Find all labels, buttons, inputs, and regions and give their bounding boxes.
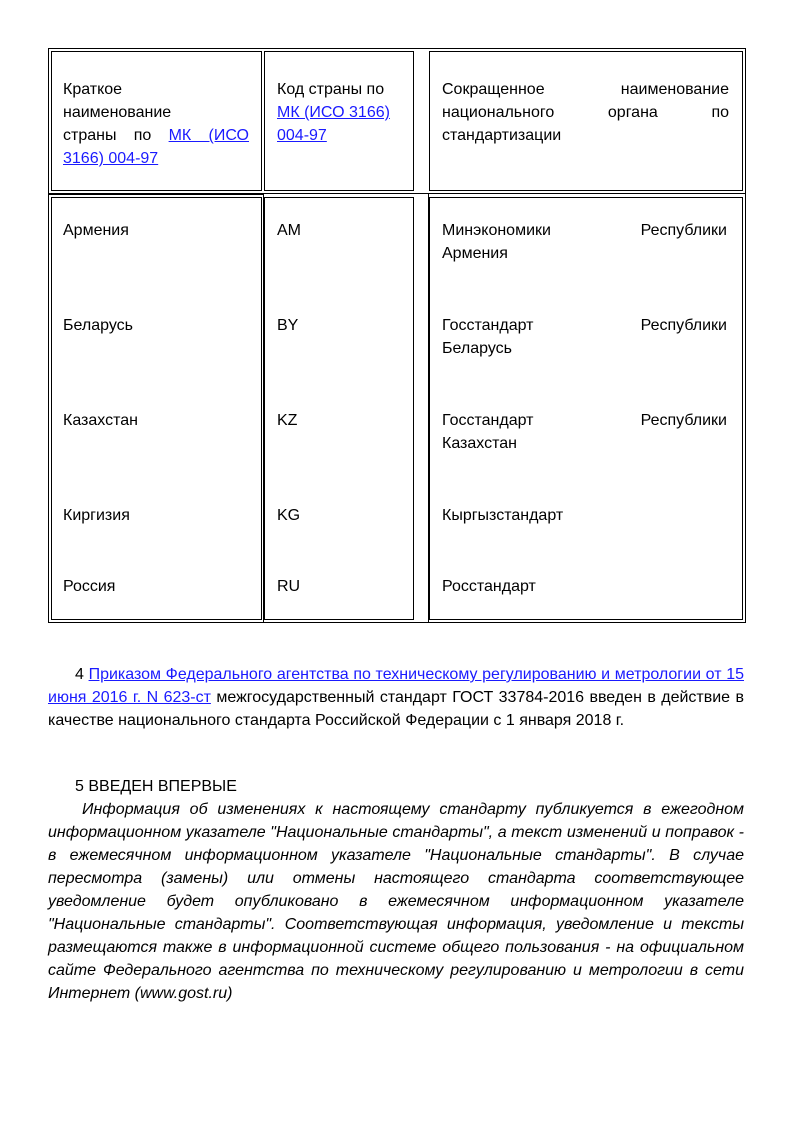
row-org-b: Республики (640, 412, 727, 429)
header-org-w2: наименование (620, 81, 729, 98)
paragraph-5: 5 ВВЕДЕН ВПЕРВЫЕ (75, 778, 237, 795)
row-org (442, 314, 727, 360)
row-org: Кыргызстандарт (442, 507, 564, 524)
row-org (442, 219, 727, 265)
row-country: Россия (63, 578, 116, 595)
paragraph-4 (48, 663, 744, 732)
table-row (63, 575, 115, 598)
row-code: AM (277, 222, 301, 239)
para4-number: 4 (75, 666, 84, 683)
header-org-w3: национального (442, 104, 555, 121)
header-org-w4: органа (607, 104, 658, 121)
header-org-label (442, 78, 729, 147)
mk-iso-link-2b[interactable]: 004-97 (277, 127, 327, 144)
row-org-b: Республики (640, 317, 727, 334)
row-org-c: Беларусь (442, 340, 512, 357)
table-row (63, 219, 129, 242)
header-code-text: Код страны по (277, 81, 385, 98)
row-country: Армения (63, 222, 129, 239)
row-country: Казахстан (63, 412, 138, 429)
row-org-c: Армения (442, 245, 508, 262)
row-org (442, 409, 727, 455)
table-row (63, 504, 130, 527)
header-org-w1: Сокращенное (442, 81, 545, 98)
row-org-a: Минэкономики (442, 222, 551, 239)
row-code: KG (277, 507, 301, 524)
header-code-label (277, 78, 414, 147)
row-country: Беларусь (63, 317, 133, 334)
header-org-w6: стандартизации (442, 127, 562, 144)
row-org-c: Казахстан (442, 435, 517, 452)
header-country-label: Краткое наименование страны по МК (ИСО 3166) 004-97 (63, 81, 249, 167)
row-code: BY (277, 317, 299, 334)
mk-iso-link-2[interactable]: МК (ИСО 3166) (277, 104, 390, 121)
mk-iso-link-1b[interactable]: 3166) 004-97 (63, 150, 159, 167)
order-link[interactable]: Приказом Федерального агентства по техническому регулированию и метрологии от 15 июня 2016 г. N 623-ст (48, 666, 744, 706)
mk-iso-link-1[interactable]: МК (ИСО (168, 127, 249, 144)
row-org-a: Госстандарт (442, 412, 534, 429)
row-country: Киргизия (63, 507, 130, 524)
para4-text: межгосударственный стандарт ГОСТ 33784-2016 введен в действие в качестве национального стандарта Российской Федерации с 1 января 2018 г. (48, 689, 744, 729)
table-row (63, 409, 138, 432)
row-org-a: Госстандарт (442, 317, 534, 334)
header-org-w5: по (711, 104, 729, 121)
row-org: Росстандарт (442, 578, 536, 595)
standards-bodies-table (48, 48, 746, 623)
info-note: Информация об изменениях к настоящему стандарту публикуется в ежегодном информационном указателе "Национальные стандарты", а текст изменений и поправок - в ежемесячном информационном указателе "Национальные стандарты". В случае пересмотра (замены) или отмены настоящего стандарта соответствующее уведомление будет опубликовано в ежемесячном информационном указателе "Национальные стандарты". Соответствующая информация, уведомление и тексты размещаются также в информационной системе общего пользования - на официальном сайте Федерального агентства по техническому регулированию и метрологии в сети Интернет (www.gost.ru) (48, 801, 744, 1002)
table-row (63, 314, 133, 337)
row-code: KZ (277, 412, 298, 429)
row-org-b: Республики (640, 222, 727, 239)
row-code: RU (277, 578, 301, 595)
